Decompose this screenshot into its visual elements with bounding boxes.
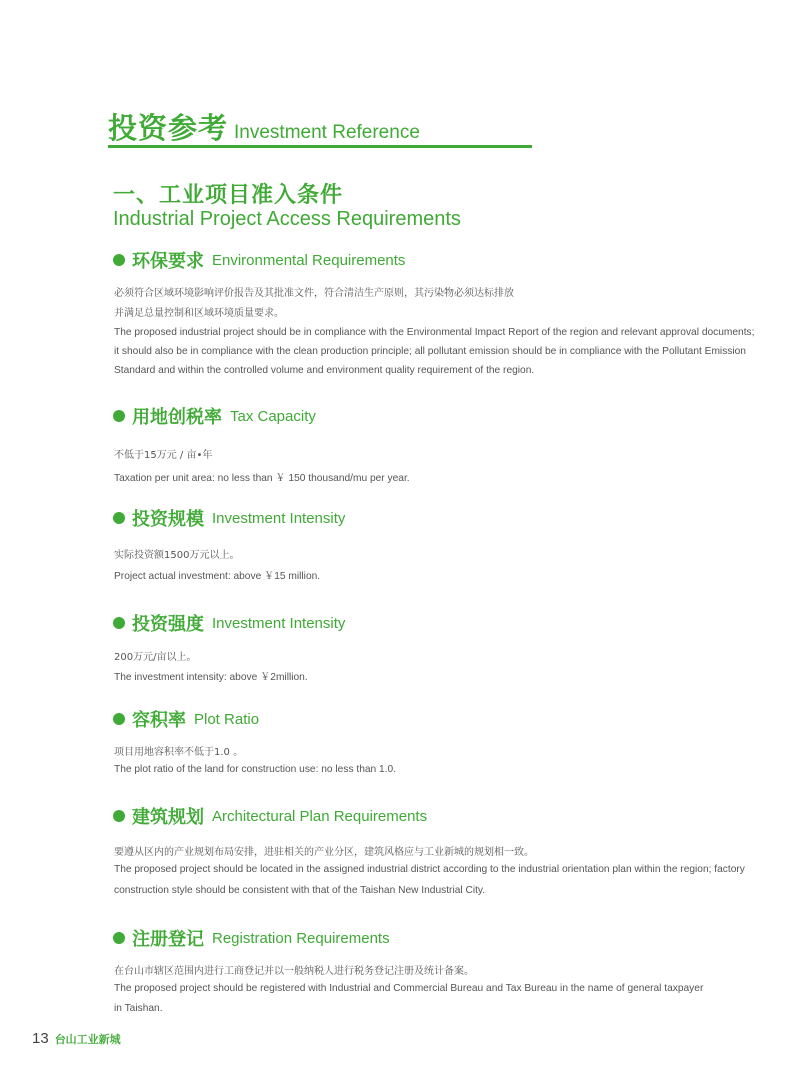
body-text: it should also be in compliance with the clean production principle; all pollutant emission should be in compliance with the Pollutant Emission (114, 346, 746, 357)
bullet-dot-icon (113, 932, 125, 944)
subheading-en: Registration Requirements (212, 929, 390, 947)
body-text: 项目用地容积率不低于1.0 。 (114, 747, 244, 758)
subheading-tax-capacity (113, 403, 316, 429)
bullet-dot-icon (113, 810, 125, 822)
subheading-en: Environmental Requirements (212, 251, 406, 269)
subheading-investment-intensity (113, 610, 345, 636)
body-text: Project actual investment: above ￥15 million. (114, 571, 321, 582)
footer-publication-name: 台山工业新城 (54, 1033, 121, 1046)
body-text: The proposed project should be located in the assigned industrial district according to the industrial orientation plan within the region; factory (114, 864, 745, 875)
subheading-registration (113, 925, 390, 951)
body-text: The investment intensity: above ￥2million. (114, 672, 308, 683)
subheading-en: Plot Ratio (194, 710, 260, 728)
body-text: 并满足总量控制和区域环境质量要求。 (114, 308, 284, 319)
subheading-environmental (113, 247, 405, 273)
subheading-cn: 容积率 (132, 710, 186, 731)
body-text: The proposed project should be registered with Industrial and Commercial Bureau and Tax Bureau in the name of general taxpayer (114, 983, 704, 994)
bullet-dot-icon (113, 713, 125, 725)
subheading-en: Investment Intensity (212, 614, 346, 632)
subheading-en: Architectural Plan Requirements (212, 807, 428, 825)
subheading-architectural-plan (113, 803, 427, 829)
body-text: 要遵从区内的产业规划布局安排，进驻相关的产业分区，建筑风格应与工业新城的规划相一致。 (114, 847, 534, 858)
body-text: 200万元/亩以上。 (114, 652, 197, 663)
subheading-cn: 环保要求 (132, 251, 204, 272)
subheading-en: Tax Capacity (230, 407, 316, 425)
bullet-dot-icon (113, 254, 125, 266)
subheading-cn: 建筑规划 (132, 807, 204, 828)
title-underline (108, 145, 532, 148)
page-number: 13 (32, 1030, 49, 1047)
body-text: The plot ratio of the land for construction use: no less than 1.0. (114, 764, 397, 775)
body-text: 必须符合区域环境影响评价报告及其批准文件，符合清洁生产原则，其污染物必须达标排放 (114, 288, 514, 299)
body-text: construction style should be consistent with that of the Taishan New Industrial City. (114, 885, 486, 896)
body-text: 在台山市辖区范围内进行工商登记并以一般纳税人进行税务登记注册及统计备案。 (114, 966, 474, 977)
body-text: Taxation per unit area: no less than ￥ 150 thousand/mu per year. (114, 473, 410, 484)
section-heading-en: Industrial Project Access Requirements (113, 208, 461, 230)
body-text: The proposed industrial project should be in compliance with the Environmental Impact Report of the region and relevant approval documents; (114, 327, 755, 338)
subheading-cn: 注册登记 (132, 929, 204, 950)
page-footer (32, 1030, 121, 1047)
body-text: Standard and within the controlled volume and environment quality requirement of the region. (114, 365, 535, 376)
subheading-cn: 投资强度 (132, 614, 204, 635)
subheading-cn: 用地创税率 (132, 407, 222, 428)
page-title (108, 106, 420, 147)
subheading-cn: 投资规模 (132, 509, 204, 530)
body-text: 实际投资额1500万元以上。 (114, 550, 240, 561)
bullet-dot-icon (113, 512, 125, 524)
subheading-plot-ratio (113, 706, 259, 732)
body-text: in Taishan. (114, 1003, 163, 1014)
subheading-en: Investment Intensity (212, 509, 346, 527)
page-title-en: Investment Reference (234, 122, 420, 143)
section-heading-cn: 一、工业项目准入条件 (113, 183, 344, 208)
body-text: 不低于15万元 / 亩•年 (114, 450, 213, 461)
subheading-investment-scale (113, 505, 345, 531)
bullet-dot-icon (113, 410, 125, 422)
bullet-dot-icon (113, 617, 125, 629)
page-title-cn: 投资参考 (108, 111, 229, 145)
